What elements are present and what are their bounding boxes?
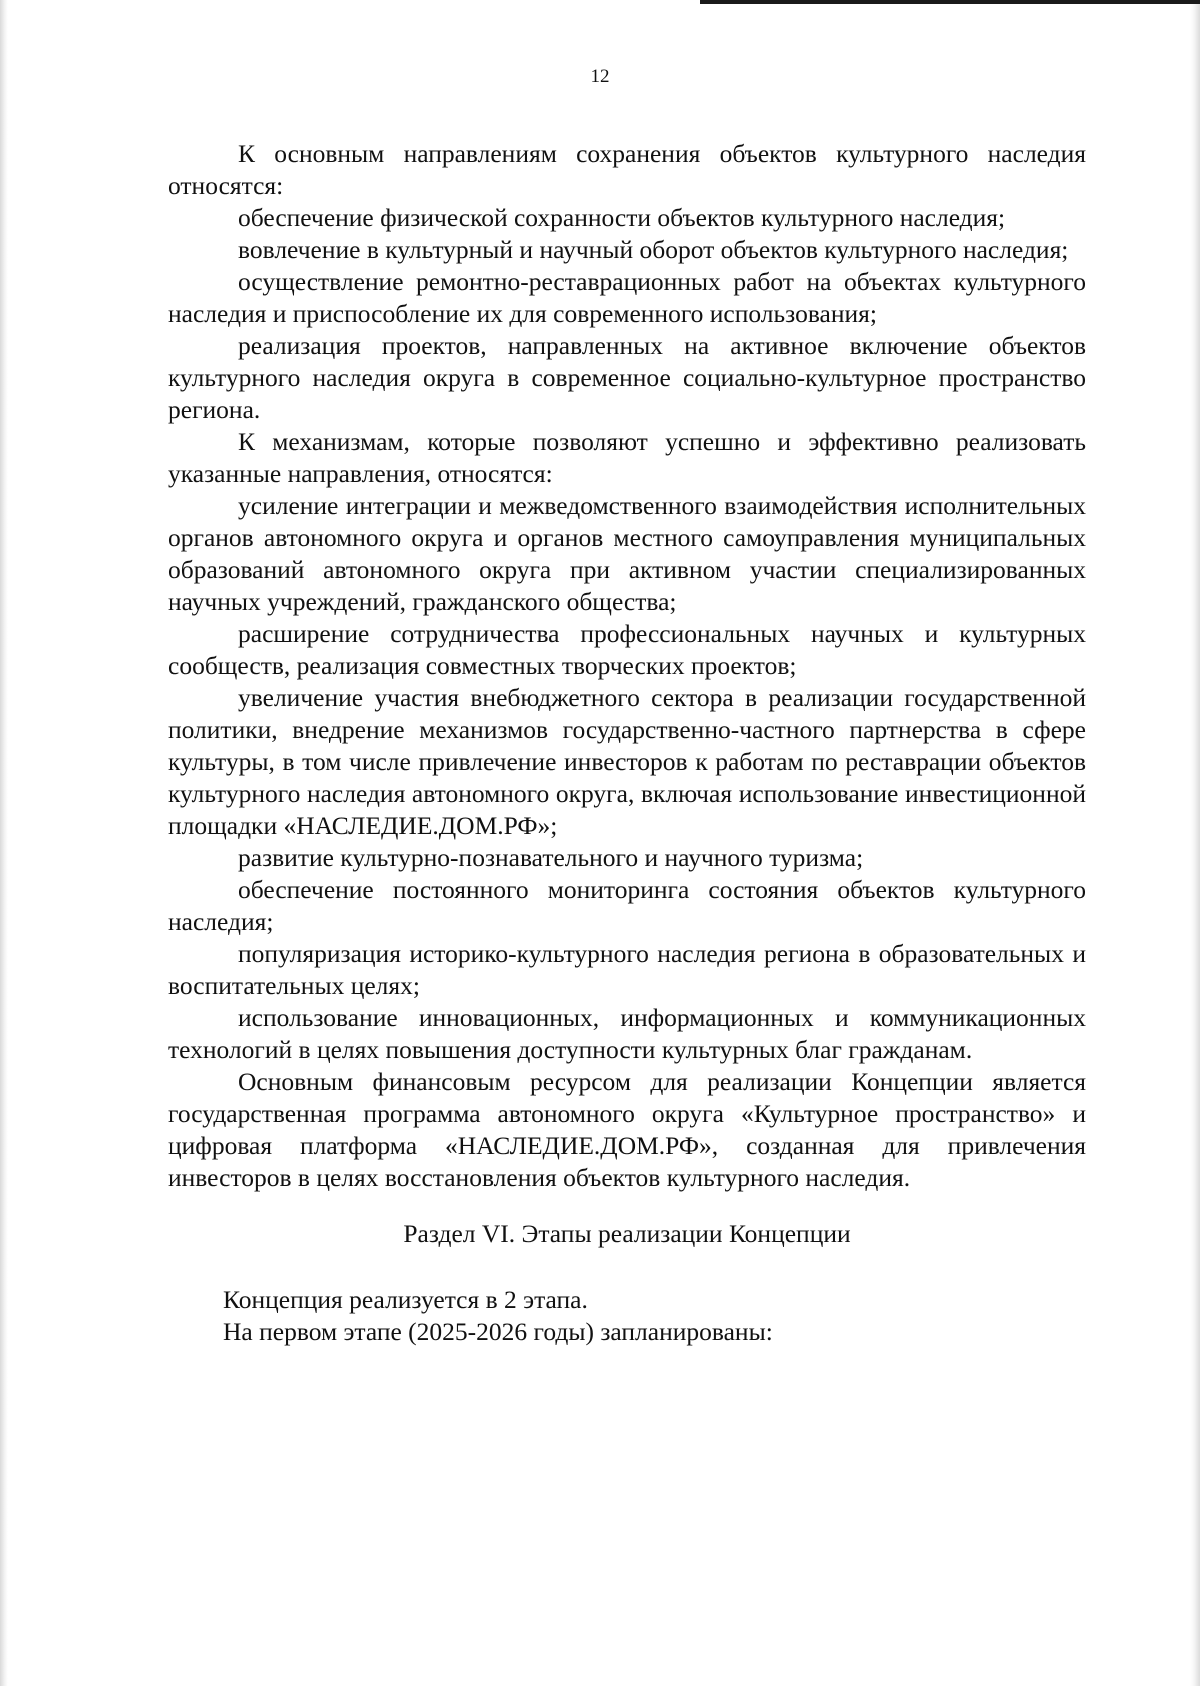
paragraph: усиление интеграции и межведомственного взаимодействия исполнительных органов автономного округа и органов местного самоуправления муниципальных образований автономного округа при активном участии специализированных научных учреждений, гражданского общества; bbox=[168, 491, 1086, 616]
paragraph: вовлечение в культурный и научный оборот объектов культурного наследия; bbox=[238, 235, 1069, 264]
paragraph: популяризация историко-культурного наследия региона в образовательных и воспитательных целях; bbox=[168, 939, 1086, 1000]
paragraph: развитие культурно-познавательного и научного туризма; bbox=[238, 843, 864, 872]
document-body bbox=[168, 138, 1086, 1348]
paragraph: осуществление ремонтно-реставрационных работ на объектах культурного наследия и приспособление их для современного использования; bbox=[168, 267, 1086, 328]
paragraph: обеспечение постоянного мониторинга состояния объектов культурного наследия; bbox=[168, 875, 1086, 936]
paragraph: На первом этапе (2025-2026 годы) запланированы: bbox=[223, 1317, 773, 1346]
scan-edge-top bbox=[700, 0, 1200, 4]
paragraph: расширение сотрудничества профессиональных научных и культурных сообществ, реализация совместных творческих проектов; bbox=[168, 619, 1086, 680]
paragraph: К основным направлениям сохранения объектов культурного наследия относятся: bbox=[168, 139, 1086, 200]
paragraph: Основным финансовым ресурсом для реализации Концепции является государственная программа автономного округа «Культурное пространство» и цифровая платформа «НАСЛЕДИЕ.ДОМ.РФ», созданная для привлечения инвесторов в целях восстановления объектов культурного наследия. bbox=[168, 1067, 1086, 1192]
scan-edge-left bbox=[0, 0, 8, 1686]
paragraph: К механизмам, которые позволяют успешно и эффективно реализовать указанные направления, относятся: bbox=[168, 427, 1086, 488]
paragraph: Концепция реализуется в 2 этапа. bbox=[223, 1285, 588, 1314]
page-number: 12 bbox=[590, 66, 610, 87]
section-heading: Раздел VI. Этапы реализации Концепции bbox=[403, 1219, 851, 1248]
paragraph: использование инновационных, информационных и коммуникационных технологий в целях повышения доступности культурных благ гражданам. bbox=[168, 1003, 1086, 1064]
scan-edge-right bbox=[1190, 0, 1200, 1686]
paragraph: реализация проектов, направленных на активное включение объектов культурного наследия округа в современное социально-культурное пространство региона. bbox=[168, 331, 1086, 424]
paragraph: увеличение участия внебюджетного сектора в реализации государственной политики, внедрение механизмов государственно-частного партнерства в сфере культуры, в том числе привлечение инвесторов к работам по реставрации объектов культурного наследия автономного округа, включая использование инвестиционной площадки «НАСЛЕДИЕ.ДОМ.РФ»; bbox=[168, 683, 1086, 840]
paragraph: обеспечение физической сохранности объектов культурного наследия; bbox=[238, 203, 1006, 232]
